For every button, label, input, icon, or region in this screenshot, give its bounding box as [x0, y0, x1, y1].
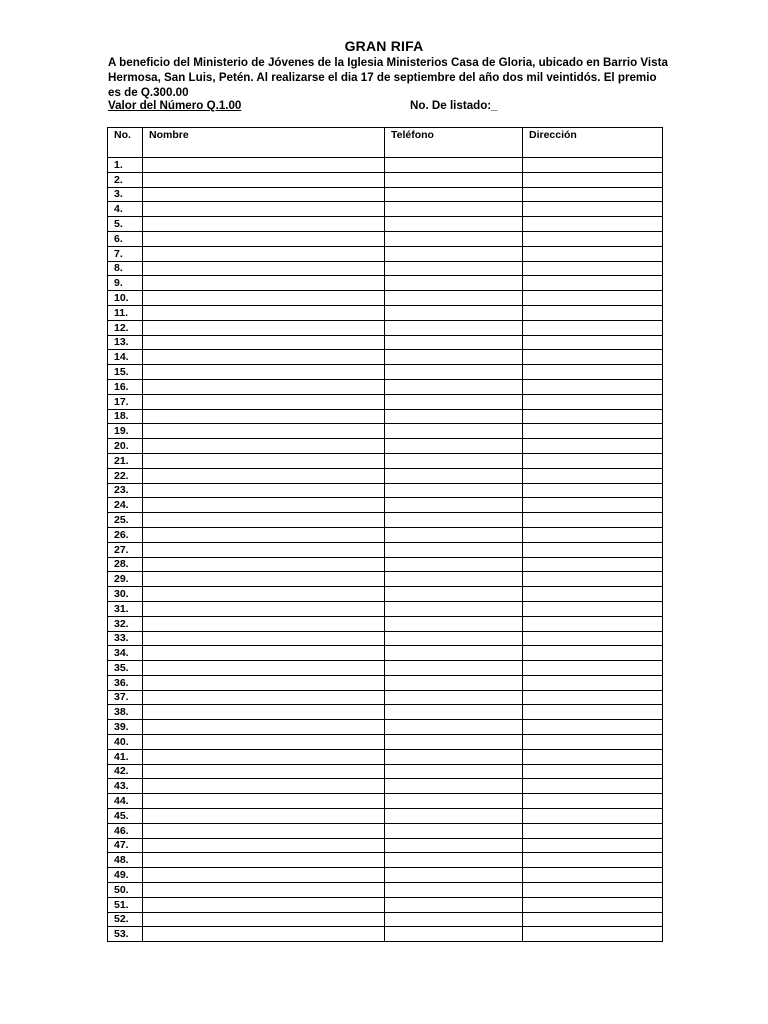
telefono-cell[interactable]	[385, 779, 523, 794]
row-number-cell: 2.	[108, 172, 143, 187]
row-number-cell: 7.	[108, 246, 143, 261]
table-row	[108, 735, 663, 750]
nombre-cell[interactable]	[143, 557, 385, 572]
direccion-cell[interactable]	[523, 912, 663, 927]
telefono-cell[interactable]	[385, 320, 523, 335]
telefono-cell[interactable]	[385, 720, 523, 735]
direccion-cell[interactable]	[523, 794, 663, 809]
direccion-cell[interactable]	[523, 394, 663, 409]
nombre-cell[interactable]	[143, 897, 385, 912]
direccion-cell[interactable]	[523, 675, 663, 690]
table-row	[108, 557, 663, 572]
nombre-cell[interactable]	[143, 217, 385, 232]
direccion-cell[interactable]	[523, 261, 663, 276]
table-row	[108, 468, 663, 483]
table-row	[108, 883, 663, 898]
row-number-cell: 50.	[108, 883, 143, 898]
row-number-cell: 16.	[108, 379, 143, 394]
row-number-cell: 47.	[108, 838, 143, 853]
row-number-cell: 14.	[108, 350, 143, 365]
table-row	[108, 439, 663, 454]
row-number-cell: 34.	[108, 646, 143, 661]
direccion-cell[interactable]	[523, 439, 663, 454]
table-row	[108, 868, 663, 883]
row-number-cell: 15.	[108, 365, 143, 380]
row-number-cell: 29.	[108, 572, 143, 587]
telefono-cell[interactable]	[385, 853, 523, 868]
telefono-cell[interactable]	[385, 187, 523, 202]
nombre-cell[interactable]	[143, 794, 385, 809]
table-row	[108, 231, 663, 246]
nombre-cell[interactable]	[143, 379, 385, 394]
table-row	[108, 646, 663, 661]
row-number-cell: 24.	[108, 498, 143, 513]
telefono-cell[interactable]	[385, 379, 523, 394]
nombre-cell[interactable]	[143, 276, 385, 291]
row-number-cell: 23.	[108, 483, 143, 498]
direccion-cell[interactable]	[523, 601, 663, 616]
row-number-cell: 10.	[108, 291, 143, 306]
table-row	[108, 172, 663, 187]
nombre-cell[interactable]	[143, 305, 385, 320]
row-number-cell: 46.	[108, 823, 143, 838]
nombre-cell[interactable]	[143, 883, 385, 898]
row-number-cell: 27.	[108, 542, 143, 557]
nombre-cell[interactable]	[143, 779, 385, 794]
table-row	[108, 320, 663, 335]
row-number-cell: 48.	[108, 853, 143, 868]
nombre-cell[interactable]	[143, 838, 385, 853]
direccion-cell[interactable]	[523, 468, 663, 483]
telefono-cell[interactable]	[385, 705, 523, 720]
table-row	[108, 823, 663, 838]
row-number-cell: 26.	[108, 527, 143, 542]
table-row	[108, 527, 663, 542]
direccion-cell[interactable]	[523, 631, 663, 646]
direccion-cell[interactable]	[523, 379, 663, 394]
telefono-cell[interactable]	[385, 231, 523, 246]
direccion-cell[interactable]	[523, 527, 663, 542]
header-direccion: Dirección	[523, 128, 663, 158]
direccion-cell[interactable]	[523, 513, 663, 528]
telefono-cell[interactable]	[385, 690, 523, 705]
table-row	[108, 794, 663, 809]
telefono-cell[interactable]	[385, 557, 523, 572]
direccion-cell[interactable]	[523, 587, 663, 602]
direccion-cell[interactable]	[523, 838, 663, 853]
direccion-cell[interactable]	[523, 883, 663, 898]
nombre-cell[interactable]	[143, 172, 385, 187]
table-row	[108, 572, 663, 587]
ticket-value-label: Valor del Número Q.1.00	[108, 99, 242, 112]
telefono-cell[interactable]	[385, 572, 523, 587]
nombre-cell[interactable]	[143, 735, 385, 750]
nombre-cell[interactable]	[143, 690, 385, 705]
header-telefono: Teléfono	[385, 128, 523, 158]
direccion-cell[interactable]	[523, 735, 663, 750]
telefono-cell[interactable]	[385, 158, 523, 173]
telefono-cell[interactable]	[385, 513, 523, 528]
direccion-cell[interactable]	[523, 187, 663, 202]
nombre-cell[interactable]	[143, 320, 385, 335]
telefono-cell[interactable]	[385, 305, 523, 320]
row-number-cell: 52.	[108, 912, 143, 927]
nombre-cell[interactable]	[143, 453, 385, 468]
direccion-cell[interactable]	[523, 705, 663, 720]
table-row	[108, 779, 663, 794]
table-row	[108, 483, 663, 498]
telefono-cell[interactable]	[385, 587, 523, 602]
direccion-cell[interactable]	[523, 424, 663, 439]
direccion-cell[interactable]	[523, 542, 663, 557]
direccion-cell[interactable]	[523, 158, 663, 173]
telefono-cell[interactable]	[385, 468, 523, 483]
table-row	[108, 261, 663, 276]
table-row	[108, 305, 663, 320]
nombre-cell[interactable]	[143, 365, 385, 380]
row-number-cell: 1.	[108, 158, 143, 173]
row-number-cell: 45.	[108, 809, 143, 824]
direccion-cell[interactable]	[523, 335, 663, 350]
row-number-cell: 35.	[108, 661, 143, 676]
nombre-cell[interactable]	[143, 764, 385, 779]
telefono-cell[interactable]	[385, 350, 523, 365]
telefono-cell[interactable]	[385, 764, 523, 779]
telefono-cell[interactable]	[385, 246, 523, 261]
row-number-cell: 44.	[108, 794, 143, 809]
direccion-cell[interactable]	[523, 305, 663, 320]
row-number-cell: 32.	[108, 616, 143, 631]
row-number-cell: 49.	[108, 868, 143, 883]
nombre-cell[interactable]	[143, 912, 385, 927]
direccion-cell[interactable]	[523, 483, 663, 498]
row-number-cell: 42.	[108, 764, 143, 779]
nombre-cell[interactable]	[143, 409, 385, 424]
row-number-cell: 8.	[108, 261, 143, 276]
direccion-cell[interactable]	[523, 320, 663, 335]
nombre-cell[interactable]	[143, 483, 385, 498]
telefono-cell[interactable]	[385, 823, 523, 838]
nombre-cell[interactable]	[143, 527, 385, 542]
telefono-cell[interactable]	[385, 365, 523, 380]
table-row	[108, 513, 663, 528]
nombre-cell[interactable]	[143, 616, 385, 631]
nombre-cell[interactable]	[143, 158, 385, 173]
direccion-cell[interactable]	[523, 172, 663, 187]
nombre-cell[interactable]	[143, 246, 385, 261]
direccion-cell[interactable]	[523, 409, 663, 424]
telefono-cell[interactable]	[385, 542, 523, 557]
row-number-cell: 51.	[108, 897, 143, 912]
direccion-cell[interactable]	[523, 764, 663, 779]
table-row	[108, 394, 663, 409]
telefono-cell[interactable]	[385, 409, 523, 424]
table-row	[108, 202, 663, 217]
row-number-cell: 38.	[108, 705, 143, 720]
nombre-cell[interactable]	[143, 291, 385, 306]
telefono-cell[interactable]	[385, 646, 523, 661]
table-row	[108, 927, 663, 942]
direccion-cell[interactable]	[523, 572, 663, 587]
nombre-cell[interactable]	[143, 868, 385, 883]
nombre-cell[interactable]	[143, 350, 385, 365]
telefono-cell[interactable]	[385, 202, 523, 217]
telefono-cell[interactable]	[385, 883, 523, 898]
table-body	[108, 158, 663, 942]
row-number-cell: 3.	[108, 187, 143, 202]
table-row	[108, 291, 663, 306]
table-row	[108, 705, 663, 720]
table-row	[108, 424, 663, 439]
row-number-cell: 53.	[108, 927, 143, 942]
nombre-cell[interactable]	[143, 720, 385, 735]
nombre-cell[interactable]	[143, 631, 385, 646]
table-row	[108, 764, 663, 779]
row-number-cell: 37.	[108, 690, 143, 705]
direccion-cell[interactable]	[523, 720, 663, 735]
table-row	[108, 335, 663, 350]
direccion-cell[interactable]	[523, 690, 663, 705]
direccion-cell[interactable]	[523, 231, 663, 246]
table-row	[108, 379, 663, 394]
direccion-cell[interactable]	[523, 646, 663, 661]
intro-paragraph: A beneficio del Ministerio de Jóvenes de la Iglesia Ministerios Casa de Gloria, ubicado en Barrio Vista Hermosa, San Luis, Petén. Al realizarse el dia 17 de septiembre del año dos mil veintidós. El premio es de Q.300.00	[108, 56, 668, 99]
telefono-cell[interactable]	[385, 735, 523, 750]
direccion-cell[interactable]	[523, 853, 663, 868]
table-row	[108, 158, 663, 173]
row-number-cell: 5.	[108, 217, 143, 232]
row-number-cell: 11.	[108, 305, 143, 320]
telefono-cell[interactable]	[385, 217, 523, 232]
telefono-cell[interactable]	[385, 261, 523, 276]
telefono-cell[interactable]	[385, 809, 523, 824]
telefono-cell[interactable]	[385, 453, 523, 468]
row-number-cell: 30.	[108, 587, 143, 602]
table-row	[108, 690, 663, 705]
telefono-cell[interactable]	[385, 927, 523, 942]
table-row	[108, 912, 663, 927]
nombre-cell[interactable]	[143, 646, 385, 661]
table-row	[108, 217, 663, 232]
row-number-cell: 31.	[108, 601, 143, 616]
telefono-cell[interactable]	[385, 335, 523, 350]
row-number-cell: 40.	[108, 735, 143, 750]
row-number-cell: 6.	[108, 231, 143, 246]
table-row	[108, 897, 663, 912]
direccion-cell[interactable]	[523, 350, 663, 365]
direccion-cell[interactable]	[523, 365, 663, 380]
telefono-cell[interactable]	[385, 897, 523, 912]
table-row	[108, 276, 663, 291]
nombre-cell[interactable]	[143, 823, 385, 838]
row-number-cell: 9.	[108, 276, 143, 291]
direccion-cell[interactable]	[523, 616, 663, 631]
row-number-cell: 17.	[108, 394, 143, 409]
nombre-cell[interactable]	[143, 513, 385, 528]
nombre-cell[interactable]	[143, 661, 385, 676]
nombre-cell[interactable]	[143, 853, 385, 868]
nombre-cell[interactable]	[143, 542, 385, 557]
nombre-cell[interactable]	[143, 601, 385, 616]
row-number-cell: 20.	[108, 439, 143, 454]
header-nombre: Nombre	[143, 128, 385, 158]
row-number-cell: 13.	[108, 335, 143, 350]
direccion-cell[interactable]	[523, 927, 663, 942]
nombre-cell[interactable]	[143, 202, 385, 217]
telefono-cell[interactable]	[385, 675, 523, 690]
list-number-label: No. De listado:_	[410, 99, 498, 112]
telefono-cell[interactable]	[385, 498, 523, 513]
nombre-cell[interactable]	[143, 424, 385, 439]
page-title: GRAN RIFA	[344, 38, 424, 54]
table-row	[108, 542, 663, 557]
table-row	[108, 720, 663, 735]
header-no: No.	[108, 128, 143, 158]
nombre-cell[interactable]	[143, 572, 385, 587]
nombre-cell[interactable]	[143, 468, 385, 483]
row-number-cell: 18.	[108, 409, 143, 424]
direccion-cell[interactable]	[523, 498, 663, 513]
row-number-cell: 21.	[108, 453, 143, 468]
telefono-cell[interactable]	[385, 794, 523, 809]
direccion-cell[interactable]	[523, 779, 663, 794]
nombre-cell[interactable]	[143, 394, 385, 409]
direccion-cell[interactable]	[523, 897, 663, 912]
row-number-cell: 12.	[108, 320, 143, 335]
participants-table	[107, 127, 663, 942]
direccion-cell[interactable]	[523, 291, 663, 306]
telefono-cell[interactable]	[385, 394, 523, 409]
direccion-cell[interactable]	[523, 276, 663, 291]
telefono-cell[interactable]	[385, 631, 523, 646]
telefono-cell[interactable]	[385, 838, 523, 853]
nombre-cell[interactable]	[143, 587, 385, 602]
table-row	[108, 409, 663, 424]
table-header-row	[108, 128, 663, 158]
telefono-cell[interactable]	[385, 276, 523, 291]
direccion-cell[interactable]	[523, 202, 663, 217]
telefono-cell[interactable]	[385, 661, 523, 676]
table-row	[108, 838, 663, 853]
direccion-cell[interactable]	[523, 217, 663, 232]
table-row	[108, 749, 663, 764]
row-number-cell: 19.	[108, 424, 143, 439]
nombre-cell[interactable]	[143, 809, 385, 824]
table-row	[108, 616, 663, 631]
direccion-cell[interactable]	[523, 661, 663, 676]
nombre-cell[interactable]	[143, 261, 385, 276]
telefono-cell[interactable]	[385, 749, 523, 764]
row-number-cell: 36.	[108, 675, 143, 690]
telefono-cell[interactable]	[385, 868, 523, 883]
direccion-cell[interactable]	[523, 246, 663, 261]
table-row	[108, 631, 663, 646]
row-number-cell: 4.	[108, 202, 143, 217]
nombre-cell[interactable]	[143, 749, 385, 764]
telefono-cell[interactable]	[385, 912, 523, 927]
telefono-cell[interactable]	[385, 172, 523, 187]
nombre-cell[interactable]	[143, 705, 385, 720]
table-row	[108, 453, 663, 468]
telefono-cell[interactable]	[385, 424, 523, 439]
table-row	[108, 853, 663, 868]
telefono-cell[interactable]	[385, 601, 523, 616]
direccion-cell[interactable]	[523, 557, 663, 572]
nombre-cell[interactable]	[143, 335, 385, 350]
telefono-cell[interactable]	[385, 291, 523, 306]
telefono-cell[interactable]	[385, 483, 523, 498]
nombre-cell[interactable]	[143, 439, 385, 454]
telefono-cell[interactable]	[385, 527, 523, 542]
direccion-cell[interactable]	[523, 823, 663, 838]
table-row	[108, 365, 663, 380]
nombre-cell[interactable]	[143, 927, 385, 942]
telefono-cell[interactable]	[385, 439, 523, 454]
direccion-cell[interactable]	[523, 868, 663, 883]
table-row	[108, 246, 663, 261]
row-number-cell: 22.	[108, 468, 143, 483]
direccion-cell[interactable]	[523, 809, 663, 824]
nombre-cell[interactable]	[143, 498, 385, 513]
table-row	[108, 498, 663, 513]
nombre-cell[interactable]	[143, 675, 385, 690]
telefono-cell[interactable]	[385, 616, 523, 631]
nombre-cell[interactable]	[143, 231, 385, 246]
table-row	[108, 601, 663, 616]
row-number-cell: 41.	[108, 749, 143, 764]
row-number-cell: 33.	[108, 631, 143, 646]
table-row	[108, 675, 663, 690]
direccion-cell[interactable]	[523, 453, 663, 468]
row-number-cell: 28.	[108, 557, 143, 572]
table-row	[108, 187, 663, 202]
row-number-cell: 43.	[108, 779, 143, 794]
direccion-cell[interactable]	[523, 749, 663, 764]
table-row	[108, 350, 663, 365]
table-row	[108, 661, 663, 676]
row-number-cell: 25.	[108, 513, 143, 528]
row-number-cell: 39.	[108, 720, 143, 735]
table-row	[108, 587, 663, 602]
table-row	[108, 809, 663, 824]
nombre-cell[interactable]	[143, 187, 385, 202]
